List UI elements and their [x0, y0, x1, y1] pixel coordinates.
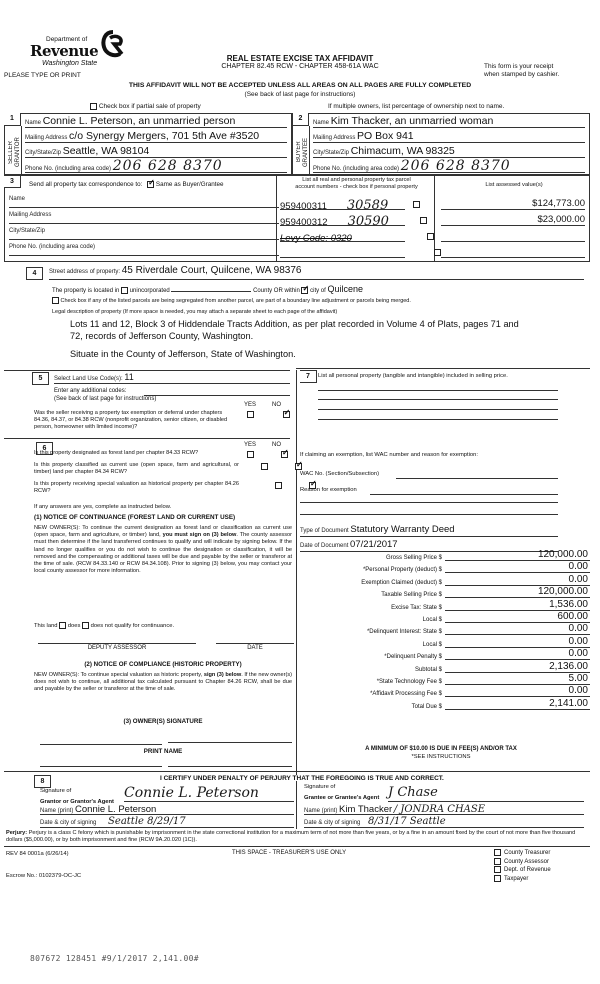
document-type-field[interactable]	[300, 524, 558, 537]
see-instructions-note: *SEE INSTRUCTIONS	[411, 754, 471, 760]
grantee-date-field[interactable]	[304, 816, 584, 828]
parcel-handwritten-note: 30590	[347, 214, 389, 229]
section-8-divider	[296, 781, 297, 829]
buyer-city-field[interactable]	[313, 145, 585, 158]
deputy-assessor-label: DEPUTY ASSESSOR	[87, 645, 147, 651]
personal-property-line-1[interactable]	[318, 390, 558, 391]
footer-rule	[4, 846, 590, 847]
land-use-label: Select Land Use Code(s):	[54, 376, 123, 382]
location-row	[52, 284, 363, 294]
tax-row	[300, 686, 590, 698]
reason-exemption-field[interactable]	[370, 488, 558, 495]
form-subtitle: CHAPTER 82.45 RCW - CHAPTER 458-61A WAC	[221, 63, 379, 70]
tax-row-underline	[445, 709, 590, 710]
additional-codes-label: Enter any additional codes:	[54, 388, 127, 394]
escrow-number	[6, 873, 81, 879]
does-not-label: does not qualify for continuance.	[90, 623, 175, 630]
notice-continuance-part2: . The county assessor must then determine if the land transferred continues to qualify and will indicate by signing below. If the land no longer qualifies or you do not wish to continue the designation or classification, it will be removed and the compensating or additional taxes will be due and payable by the seller or transferor at the time of sale. (RCW 84.33.140 or RCW 84.34.108). Prior to signing (3) below, you may contact your local county assessor for more information.	[34, 532, 292, 575]
seller-phone-value: 206 628 8370	[112, 158, 223, 174]
section-8-certification	[4, 771, 590, 829]
tax-row-value[interactable]: 2,141.00	[549, 697, 588, 709]
tax-row-value[interactable]: 2,136.00	[549, 660, 588, 672]
grantee-label: GRANTEE	[303, 137, 309, 167]
corr-name-label: Name	[9, 196, 26, 202]
notice-continuance-title: (1) NOTICE OF CONTINUANCE (FOREST LAND OR CURRENT USE)	[34, 514, 236, 521]
wac-number-field[interactable]	[396, 472, 558, 479]
exemption-yes-checkbox[interactable]	[247, 411, 254, 418]
seller-phone-label: Phone No. (including area code)	[25, 166, 112, 172]
personal-property-checkbox[interactable]	[420, 217, 427, 224]
form-revision: REV 84 0001a (6/26/14)	[6, 851, 69, 857]
multiple-owners-note: If multiple owners, list percentage of ownership next to name.	[328, 103, 505, 110]
tax-row	[300, 600, 590, 612]
buyer-address-field[interactable]	[313, 130, 585, 143]
tax-row-label: *State Technology Fee $	[376, 679, 442, 685]
assessed-value-field[interactable]	[441, 246, 585, 258]
buyer-name-value: Kim Thacker, an unmarried woman	[330, 115, 494, 127]
no-header-5: NO	[272, 402, 281, 408]
grantor-signature-value: Connie L. Peterson	[124, 785, 259, 801]
buyer-grantee-label	[296, 130, 310, 174]
reason-exemption-field-2[interactable]	[300, 502, 558, 503]
does-not-qualify-checkbox[interactable]	[82, 622, 89, 629]
tax-row-label: *Personal Property (deduct) $	[362, 567, 442, 574]
assessed-value-field[interactable]	[441, 214, 585, 226]
distribution-item	[494, 849, 551, 858]
owner-signature-line-2[interactable]	[168, 742, 292, 743]
tax-row-value[interactable]: 0.00	[568, 648, 588, 660]
section-8-number: 8	[34, 775, 51, 788]
tax-row-label: Local $	[422, 617, 442, 623]
parcel-handwritten-note: 30589	[346, 198, 389, 213]
grantee-signature-label	[304, 783, 379, 802]
deputy-assessor-sig-line[interactable]	[38, 643, 196, 644]
notice-compliance-text	[34, 672, 292, 694]
classification-question: Is this property classified as current use (open space, farm and agricultural, or timber) land per chapter 84.34 RCW?	[34, 462, 239, 476]
tax-row-value[interactable]: 0.00	[568, 573, 588, 585]
washington-state-text: Washington State	[42, 60, 98, 67]
section-4-property	[4, 262, 590, 359]
parcel-account-field[interactable]	[280, 198, 405, 213]
distribution-checkbox[interactable]	[494, 875, 501, 882]
owner-signature-line-1[interactable]	[40, 744, 162, 745]
grantee-date-value: 8/31/17 Seattle	[368, 816, 446, 827]
corr-phone-field[interactable]	[9, 244, 279, 256]
partial-sale-checkbox[interactable]	[90, 103, 97, 110]
notice-continuance-bold: you must sign on (3) below	[162, 532, 237, 539]
acceptance-warning: THIS AFFIDAVIT WILL NOT BE ACCEPTED UNLESS ALL AREAS ON ALL PAGES ARE FULLY COMPLETED	[128, 82, 472, 89]
parcel-header-line2: account numbers - check box if personal property	[295, 184, 418, 190]
grantor-date-value: Seattle 8/29/17	[108, 816, 186, 827]
grantee-agent-name-value: / JONDRA CHASE	[393, 804, 486, 815]
buyer-phone-value: 206 628 8370	[400, 158, 511, 174]
section-2-number: 2	[292, 113, 309, 126]
seller-address-label: Mailing Address	[25, 135, 68, 141]
buyer-city-value: Chimacum, WA 98325	[350, 145, 455, 157]
buyer-phone-field[interactable]	[313, 158, 585, 173]
section-2-buyer	[292, 113, 590, 175]
grantee-name-value: Kim Thacker	[339, 804, 393, 815]
distribution-item	[494, 866, 551, 875]
receipt-note-line2: when stamped by cashier.	[484, 71, 560, 78]
legal-description-line2: 72, records of Jefferson County, Washington.	[70, 331, 254, 341]
corr-city-label: City/State/Zip	[9, 228, 46, 234]
tax-row	[300, 612, 590, 624]
tax-row-value[interactable]: 0.00	[568, 561, 588, 573]
corr-address-label: Mailing Address	[9, 212, 52, 218]
personal-property-checkbox[interactable]	[413, 201, 420, 208]
grantor-name-label: Name (print)	[40, 808, 74, 814]
legal-description-line3: Situate in the County of Jefferson, State of Washington.	[70, 349, 296, 359]
section-7-number: 7	[300, 370, 317, 383]
legal-description-line1: Lots 11 and 12, Block 3 of Hiddendale Tracts Addition, as per plat recorded in Volume 4 of Plats, pages 71 and	[70, 319, 519, 329]
this-land-label: This land	[34, 623, 58, 630]
tax-row	[300, 637, 590, 649]
distribution-item	[494, 858, 551, 867]
section-1-number: 1	[4, 113, 21, 126]
distribution-label: County Assessor	[504, 858, 550, 865]
perjury-notice	[6, 830, 590, 844]
no-header-6: NO	[272, 442, 281, 448]
owner-signature-title: (3) OWNER(S) SIGNATURE	[123, 718, 203, 725]
parcel-account-field[interactable]	[280, 214, 405, 229]
segregated-label: Check box if any of the listed parcels are being segregated from another parcel, are part of a boundary line adjustment or parcels being merged.	[60, 297, 411, 304]
grantor-signature-field[interactable]	[124, 785, 294, 802]
land-use-value: 11	[124, 372, 134, 382]
grantor-sig-label-line1: Signature of	[40, 788, 72, 794]
classification-yes-checkbox[interactable]	[247, 451, 254, 458]
street-address-value: 45 Riverdale Court, Quilcene, WA 98376	[121, 265, 302, 276]
yes-header-5: YES	[244, 402, 257, 408]
reason-exemption-field-3[interactable]	[300, 514, 558, 515]
receipt-note	[484, 63, 559, 79]
certify-statement: I CERTIFY UNDER PENALTY OF PERJURY THAT THE FOREGOING IS TRUE AND CORRECT.	[160, 775, 444, 782]
segregated-row	[52, 297, 411, 304]
segregated-checkbox[interactable]	[52, 297, 59, 304]
tax-row-label: *Affidavit Processing Fee $	[370, 691, 442, 698]
city-checkbox[interactable]	[301, 287, 308, 294]
located-in-label: The property is located in	[52, 288, 120, 294]
personal-property-checkbox[interactable]	[434, 249, 441, 256]
escrow-label: Escrow No.:	[6, 873, 38, 879]
seller-address-field[interactable]	[25, 130, 287, 143]
document-date-value: 07/21/2017	[350, 539, 398, 550]
section-4-number: 4	[26, 267, 43, 280]
section-3-correspondence	[4, 175, 590, 262]
continuance-qualify-row	[34, 622, 174, 629]
tax-row-label: Excise Tax: State $	[391, 604, 442, 611]
escrow-value: 0102379-OC-JC	[38, 873, 82, 879]
send-correspondence-label: Send all property tax correspondence to:	[29, 181, 143, 189]
distribution-list	[494, 849, 551, 883]
grantee-sig-label-line2: Grantee or Grantee's Agent	[304, 795, 380, 801]
yes-header-6: YES	[244, 442, 257, 448]
tax-row-value[interactable]: 120,000.00	[537, 549, 588, 560]
value-header: List assessed value(s)	[485, 182, 543, 188]
tax-row-label: *Delinquent Penalty $	[384, 654, 442, 661]
distribution-checkbox[interactable]	[494, 849, 501, 856]
grantor-name-field[interactable]	[40, 804, 294, 815]
personal-property-line-4[interactable]	[318, 419, 558, 420]
buyer-address-label: Mailing Address	[313, 135, 356, 141]
corr-name-field[interactable]	[9, 196, 279, 208]
classification-question: Is this property designated as forest land per chapter 84.33 RCW?	[34, 450, 199, 456]
seller-name-value: Connie L. Peterson, an unmarried person	[42, 115, 236, 127]
street-address-label: Street address of property:	[49, 269, 121, 275]
does-qualify-checkbox[interactable]	[59, 622, 66, 629]
tax-row-label: Gross Selling Price $	[385, 555, 442, 561]
parcel-account-value: 959400311	[280, 201, 327, 212]
print-name-line-2[interactable]	[168, 766, 292, 767]
minimum-due-note: A MINIMUM OF $10.00 IS DUE IN FEE(S) AND/OR TAX	[365, 746, 517, 752]
please-type-text: PLEASE TYPE OR PRINT	[4, 72, 81, 79]
assessed-value: $23,000.00	[537, 214, 585, 225]
grantor-sig-label-line2: Grantor or Grantor's Agent	[40, 799, 114, 805]
grantee-name-field[interactable]	[304, 804, 584, 815]
partial-sale-label: Check box if partial sale of property	[98, 103, 201, 111]
tax-row-value[interactable]: 1,536.00	[549, 598, 588, 610]
tax-row-value[interactable]: 0.00	[568, 685, 588, 697]
tax-row-label: Subtotal $	[414, 666, 442, 673]
notice-compliance-title: (2) NOTICE OF COMPLIANCE (HISTORIC PROPERTY)	[84, 661, 242, 668]
notice-compliance-part1: NEW OWNER(S): To continue special valuation as historic property,	[34, 672, 204, 678]
does-label: does	[67, 623, 81, 630]
assessor-date-label: DATE	[247, 645, 263, 651]
notice-continuance-part1: NEW OWNER(S): To continue the current designation as forest land or classification as current use (open space, farm and agriculture, or timber) land,	[34, 525, 292, 539]
corr-address-field[interactable]	[9, 212, 279, 224]
form-title: REAL ESTATE EXCISE TAX AFFIDAVIT	[226, 54, 374, 63]
assessor-date-line[interactable]	[216, 643, 294, 644]
dept-of-text: Department of	[46, 36, 88, 43]
personal-property-label: List all personal property (tangible and intangible) included in selling price.	[318, 373, 508, 379]
tax-row	[300, 575, 590, 587]
if-yes-note: If any answers are yes, complete as instructed below.	[34, 504, 172, 510]
buyer-city-label: City/State/Zip	[313, 150, 350, 156]
distribution-checkbox[interactable]	[494, 866, 501, 873]
grantee-sig-label-line1: Signature of	[304, 784, 336, 790]
section-5-land-use	[4, 370, 294, 438]
parcel-account-field[interactable]	[280, 246, 405, 258]
personal-property-line-2[interactable]	[318, 399, 558, 400]
seller-city-label: City/State/Zip	[25, 150, 62, 156]
land-use-field[interactable]	[54, 372, 290, 384]
reason-exemption-label: Reason for exemption	[300, 487, 357, 493]
grantee-signature-value: J Chase	[388, 785, 438, 800]
print-name-line-1[interactable]	[40, 766, 162, 767]
parcel-account-field[interactable]	[280, 230, 405, 242]
instructions-note: (See back of last page for instructions)	[244, 91, 356, 98]
tax-row-label: Total Due $	[411, 703, 442, 710]
parcel-account-value: 959400312	[280, 217, 328, 228]
cashier-stamp: 807672 128451 #9/1/2017 2,141.00#	[30, 954, 199, 963]
revenue-text: Revenue	[30, 42, 99, 60]
partial-sale-option	[90, 103, 201, 110]
seller-grantor-label	[8, 130, 22, 174]
personal-property-checkbox[interactable]	[427, 233, 434, 240]
classification-question: Is this property receiving special valuation as historical property per chapter 84.26 RCW?	[34, 481, 239, 495]
assessed-value: $124,773.00	[532, 198, 585, 209]
buyer-label: BUYER	[296, 141, 302, 163]
print-name-label: PRINT NAME	[143, 748, 183, 755]
distribution-checkbox[interactable]	[494, 858, 501, 865]
distribution-label: Taxpayer	[504, 875, 529, 882]
tax-row-label: Taxable Selling Price $	[381, 592, 442, 599]
wac-number-label: WAC No. (Section/Subsection)	[300, 471, 380, 477]
document-type-value: Statutory Warranty Deed	[350, 524, 455, 535]
parcel-account-value: Levy Code: 0320	[280, 233, 352, 244]
assessed-value-field[interactable]	[441, 230, 585, 242]
perjury-text: Perjury is a class C felony which is punishable by imprisonment in the state correctional institution for a maximum term of not more than five years, or by a fine in an amount fixed by the court of not more than five thousand dollars ($5,000.00), or by both imprisonment and fine (RCW 9A.20.020 (1C)).	[6, 830, 576, 843]
classification-no-checkbox[interactable]	[281, 451, 288, 458]
tax-row	[300, 587, 590, 599]
receipt-note-line1: This form is your receipt	[484, 63, 554, 70]
unincorporated-checkbox[interactable]	[121, 287, 128, 294]
classification-yes-checkbox[interactable]	[261, 463, 268, 470]
tax-row	[300, 562, 590, 574]
document-type-label: Type of Document	[300, 528, 349, 534]
exemption-claim-label: If claiming an exemption, list WAC number and reason for exemption:	[300, 452, 478, 458]
city-of-label: city of	[310, 288, 326, 294]
perjury-label: Perjury:	[6, 830, 28, 836]
send-correspondence-row	[29, 181, 223, 188]
notice-compliance-bold: sign (3) below	[203, 672, 242, 678]
parcel-header	[277, 177, 436, 191]
tax-row	[300, 674, 590, 686]
county-field[interactable]	[171, 285, 251, 292]
section-6-number: 6	[36, 442, 53, 455]
additional-codes-note: (See back of last page for instructions)	[54, 396, 157, 402]
grantor-name-value: Connie L. Peterson	[75, 804, 157, 815]
seller-city-value: Seattle, WA 98104	[62, 145, 150, 157]
same-as-buyer-label: Same as Buyer/Grantee	[155, 181, 224, 189]
tax-row-value[interactable]: 600.00	[557, 611, 588, 622]
buyer-name-label: Name	[313, 120, 330, 126]
tax-row	[300, 624, 590, 636]
grantor-label: GRANTOR	[15, 137, 21, 167]
grantee-name-label: Name (print)	[304, 808, 338, 814]
seller-city-field[interactable]	[25, 145, 287, 158]
same-as-buyer-checkbox[interactable]	[147, 181, 154, 188]
parcel-header-line1: List all real and personal property tax parcel	[302, 177, 411, 183]
distribution-item	[494, 875, 551, 884]
buyer-name-field[interactable]	[313, 115, 585, 128]
tax-row-value[interactable]: 5.00	[568, 673, 588, 684]
tax-row	[300, 699, 590, 711]
buyer-address-value: PO Box 941	[357, 130, 414, 142]
assessed-value-field[interactable]	[441, 198, 585, 210]
distribution-label: Dept. of Revenue	[504, 867, 551, 874]
city-value: Quilcene	[327, 284, 363, 294]
tax-row-value[interactable]: 0.00	[568, 623, 588, 635]
notice-compliance-part2: . If the new owner(s) does not wish to continue, all additional tax calculated pursuant to Chapter 84.26 RCW, shall be due and payable by the seller or transferor at the time of sale.	[34, 672, 292, 693]
legal-description-label: Legal description of property (If more space is needed, you may attach a separate sheet to each page of the affidavit)	[52, 309, 338, 315]
distribution-label: County Treasurer	[504, 850, 551, 857]
unincorporated-label: unincorporated	[129, 288, 170, 294]
corr-city-field[interactable]	[9, 228, 279, 240]
classification-yes-checkbox[interactable]	[275, 482, 282, 489]
tax-row	[300, 649, 590, 661]
grantee-date-label: Date & city of signing	[304, 820, 361, 826]
section-1-seller	[4, 113, 292, 175]
tax-row	[300, 662, 590, 674]
tax-row	[300, 550, 590, 562]
personal-property-line-3[interactable]	[318, 409, 558, 410]
seller-name-field[interactable]	[25, 115, 287, 128]
notice-continuance-text	[34, 525, 292, 575]
treasurer-use-only: THIS SPACE - TREASURER'S USE ONLY	[232, 850, 347, 856]
seller-phone-field[interactable]	[25, 158, 287, 173]
street-address-field[interactable]	[49, 265, 584, 280]
grantor-date-field[interactable]	[40, 816, 294, 828]
exemption-no-checkbox[interactable]	[283, 411, 290, 418]
seller-label: SELLER	[8, 140, 14, 164]
tax-row-value[interactable]: 0.00	[568, 635, 588, 647]
section-6-classification	[4, 438, 294, 778]
tax-row-value[interactable]: 120,000.00	[537, 586, 588, 598]
seller-address-value: c/o Synergy Mergers, 701 5th Ave #3520	[69, 130, 260, 142]
corr-phone-label: Phone No. (including area code)	[9, 244, 96, 250]
seller-name-label: Name	[25, 120, 42, 126]
additional-codes-field[interactable]	[144, 388, 290, 396]
section-5-number: 5	[32, 372, 49, 385]
county-or-within-label: County OR within	[253, 288, 300, 294]
document-date-label: Date of Document	[300, 543, 349, 549]
section-3-number: 3	[4, 175, 21, 188]
tax-row-label: Local $	[422, 641, 442, 648]
exemption-question: Was the seller receiving a property tax exemption or deferral under chapters 84.36, 84.37, or 84.38 RCW (nonprofit organization, senior citizen, or disabled person, homeowner with limited income)?	[34, 410, 228, 430]
grantor-date-label: Date & city of signing	[40, 820, 97, 826]
buyer-phone-label: Phone No. (including area code)	[313, 166, 400, 172]
grantee-signature-field[interactable]	[388, 785, 584, 802]
tax-row-label: *Delinquent Interest: State $	[366, 629, 442, 636]
tax-row-label: Exemption Claimed (deduct) $	[361, 579, 442, 586]
